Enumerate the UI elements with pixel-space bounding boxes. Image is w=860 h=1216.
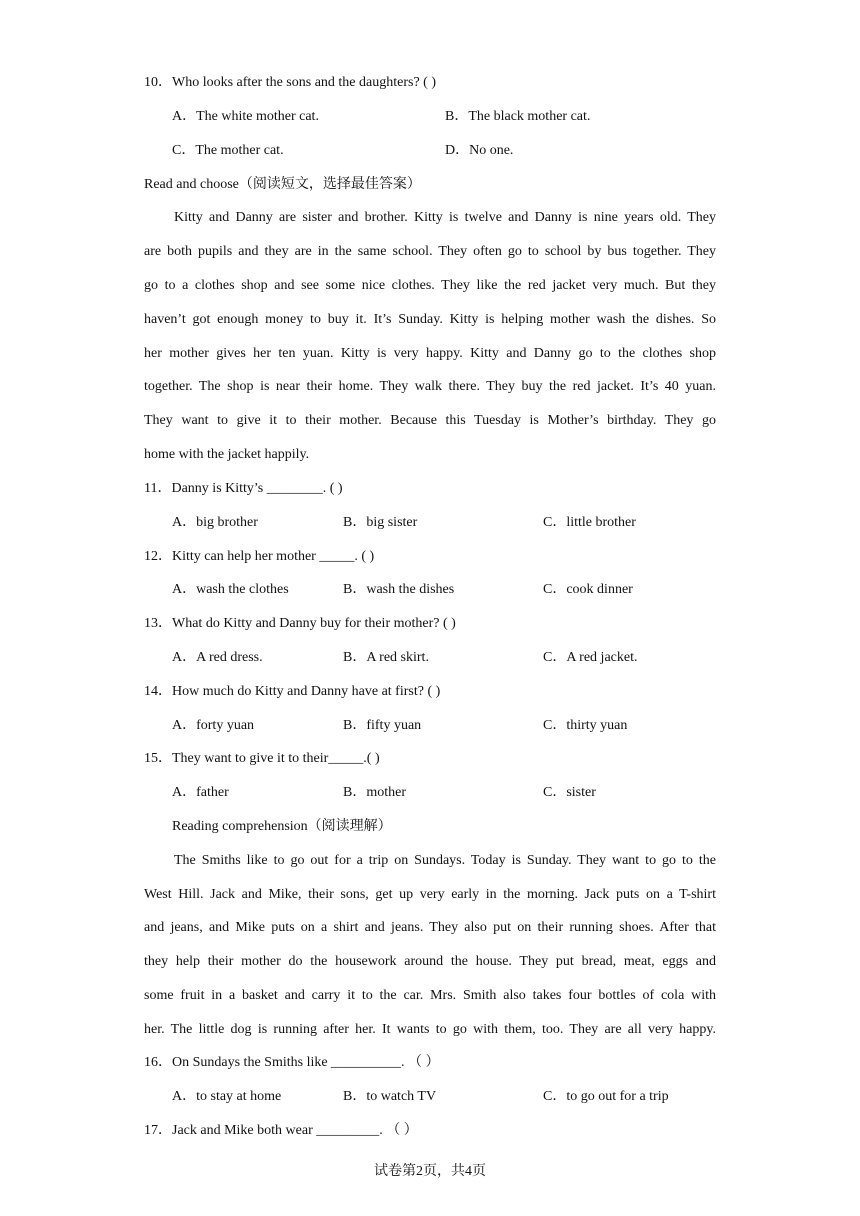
section-title-read-and-choose: Read and choose（阅读短文，选择最佳答案） xyxy=(144,177,421,192)
passage1-line: go to a clothes shop and see some nice clothes. They like the red jacket very much. But they xyxy=(144,278,716,293)
passage1-line: Kitty and Danny are sister and brother. Kitty is twelve and Danny is nine years old. They xyxy=(174,210,716,225)
q10-option-d: D．No one. xyxy=(445,143,514,158)
q10-option-c: C．The mother cat. xyxy=(172,143,284,158)
passage2-line: some fruit in a basket and carry it to the car. Mrs. Smith also takes four bottles of cola with xyxy=(144,988,716,1003)
q14-option-a: A．forty yuan xyxy=(172,718,255,733)
passage2-line: and jeans, and Mike puts on a shirt and jeans. They also put on their running shoes. After that xyxy=(144,920,716,935)
q13-option-a: A．A red dress. xyxy=(172,650,263,665)
q16-option-a: A．to stay at home xyxy=(172,1089,282,1104)
q15-option-a: A．father xyxy=(172,785,229,800)
passage2-line: they help their mother do the housework around the house. They put bread, meat, eggs and xyxy=(144,954,716,969)
question-12: 12．Kitty can help her mother _____. ( ) xyxy=(144,549,375,564)
q14-option-b: B．fifty yuan xyxy=(343,718,422,733)
passage1-line: her mother gives her ten yuan. Kitty is very happy. Kitty and Danny go to the clothes shop xyxy=(144,346,716,361)
section-title-reading-comprehension: Reading comprehension（阅读理解） xyxy=(172,819,392,834)
question-15: 15．They want to give it to their_____.( ) xyxy=(144,751,380,766)
question-14: 14．How much do Kitty and Danny have at first? ( ) xyxy=(144,684,441,699)
question-17: 17．Jack and Mike both wear _________. （ ） xyxy=(144,1123,418,1138)
passage1-line: home with the jacket happily. xyxy=(144,447,310,462)
q11-option-b: B．big sister xyxy=(343,515,418,530)
q13-option-c: C．A red jacket. xyxy=(543,650,638,665)
passage2-line: West Hill. Jack and Mike, their sons, get up very early in the morning. Jack puts on a T-shirt xyxy=(144,887,716,902)
q15-option-b: B．mother xyxy=(343,785,406,800)
passage2-line: The Smiths like to go out for a trip on Sundays. Today is Sunday. They want to go to the xyxy=(174,853,716,868)
question-11: 11．Danny is Kitty’s ________. ( ) xyxy=(144,481,343,496)
q15-option-c: C．sister xyxy=(543,785,596,800)
passage1-line: They want to give it to their mother. Because this Tuesday is Mother’s birthday. They go xyxy=(144,413,716,428)
passage1-line: are both pupils and they are in the same school. They often go to school by bus together. They xyxy=(144,244,716,259)
q11-option-a: A．big brother xyxy=(172,515,258,530)
q12-option-b: B．wash the dishes xyxy=(343,582,455,597)
q14-option-c: C．thirty yuan xyxy=(543,718,628,733)
passage2-line: her. The little dog is running after her. It wants to go with them, too. They are all very happy. xyxy=(144,1022,716,1037)
question-10: 10．Who looks after the sons and the daughters? ( ) xyxy=(144,75,436,90)
q16-option-b: B．to watch TV xyxy=(343,1089,437,1104)
q11-option-c: C．little brother xyxy=(543,515,636,530)
passage1-line: haven’t got enough money to buy it. It’s Sunday. Kitty is helping mother wash the dishes. So xyxy=(144,312,716,327)
q16-option-c: C．to go out for a trip xyxy=(543,1089,669,1104)
q12-option-c: C．cook dinner xyxy=(543,582,633,597)
question-16: 16．On Sundays the Smiths like __________. （ ） xyxy=(144,1055,440,1070)
question-13: 13．What do Kitty and Danny buy for their mother? ( ) xyxy=(144,616,456,631)
q13-option-b: B．A red skirt. xyxy=(343,650,429,665)
page-footer: 试卷第2页，共4页 xyxy=(374,1164,486,1179)
q10-option-a: A．The white mother cat. xyxy=(172,109,319,124)
passage1-line: together. The shop is near their home. They walk there. They buy the red jacket. It’s 40 yuan. xyxy=(144,379,716,394)
q12-option-a: A．wash the clothes xyxy=(172,582,289,597)
q10-option-b: B．The black mother cat. xyxy=(445,109,591,124)
